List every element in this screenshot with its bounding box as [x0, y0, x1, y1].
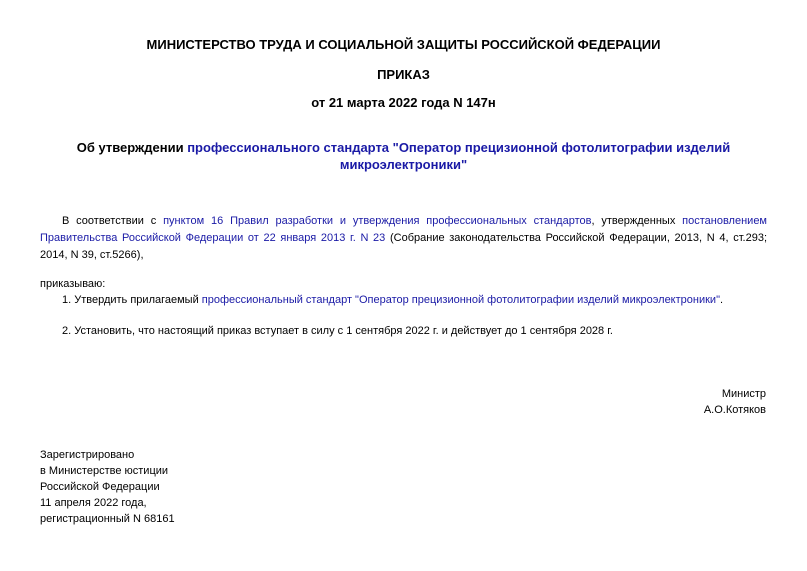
registration-line-2: в Министерстве юстиции: [40, 465, 169, 477]
document-date-number: от 21 марта 2022 года N 147н: [311, 95, 496, 110]
signature-title: Министр: [721, 388, 766, 400]
item1-suffix: .: [719, 294, 724, 306]
preamble-text-1: В соответствии с: [62, 215, 164, 227]
signature-name: А.О.Котяков: [703, 404, 766, 416]
document-type: ПРИКАЗ: [377, 67, 430, 82]
preamble-text-2: , утвержденных: [591, 215, 683, 227]
government-resolution-link[interactable]: постановлением Правительства Российской Федерации от 22 января 2013 г. N 23: [40, 215, 767, 244]
signature-block: [704, 386, 766, 418]
registration-line-4: 11 апреля 2022 года,: [40, 497, 147, 509]
subject-standard-link[interactable]: профессионального стандарта "Оператор прецизионной фотолитографии изделий микроэлектроники": [187, 140, 731, 172]
rules-point-16-link[interactable]: пунктом 16 Правил разработки и утверждения профессиональных стандартов: [163, 215, 592, 227]
order-word: приказываю:: [40, 278, 106, 290]
document-subject: [40, 139, 767, 173]
ministry-heading: МИНИСТЕРСТВО ТРУДА И СОЦИАЛЬНОЙ ЗАЩИТЫ РОССИЙСКОЙ ФЕДЕРАЦИИ: [146, 37, 661, 52]
preamble-paragraph: [40, 213, 767, 264]
registration-block: [40, 447, 175, 527]
registration-line-5: регистрационный N 68161: [40, 513, 175, 525]
order-item-2: 2. Установить, что настоящий приказ вступает в силу с 1 сентября 2022 г. и действует до 1 сентября 2028 г.: [62, 325, 613, 337]
item1-standard-link[interactable]: профессиональный стандарт "Оператор прецизионной фотолитографии изделий микроэлектроники": [201, 294, 720, 306]
preamble-text-3: (Собрание законодательства Российской Федерации, 2013, N 4, ст.293; 2014, N 39, ст.5266),: [40, 232, 768, 261]
registration-line-3: Российской Федерации: [40, 481, 160, 493]
subject-prefix: Об утверждении: [76, 140, 188, 155]
item1-prefix: 1. Утвердить прилагаемый: [62, 294, 202, 306]
order-item-1: [40, 292, 767, 309]
registration-line-1: Зарегистрировано: [40, 449, 135, 461]
